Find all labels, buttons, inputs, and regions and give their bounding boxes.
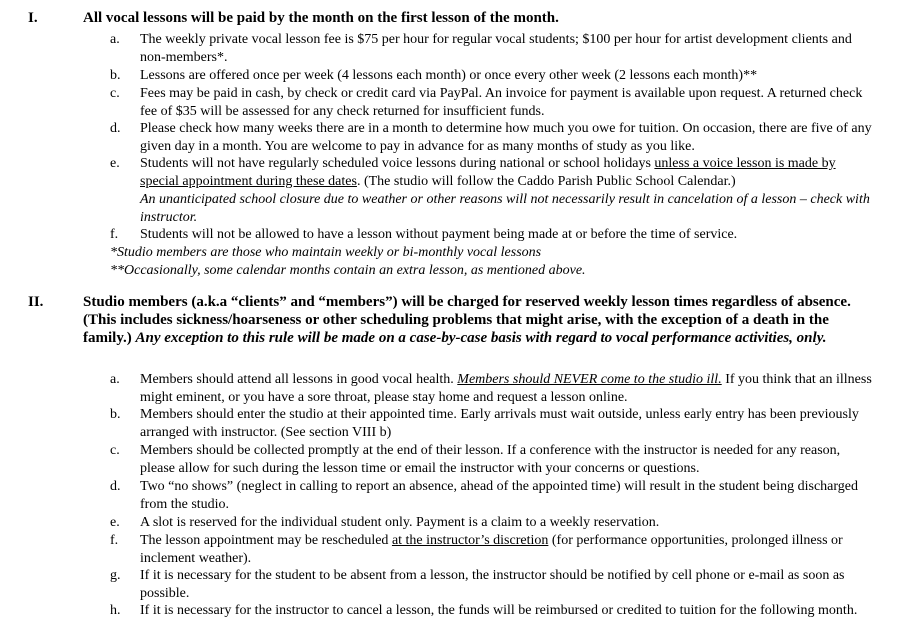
item-label: a.	[110, 372, 120, 387]
underlined-text: at the instructor’s discretion	[391, 533, 549, 548]
item-label: a.	[110, 32, 120, 47]
item-text: Members should enter the studio at their appointed time. Early arrivals must wait outside, unless early entry has been previously arranged with instructor. (See section VIII b)	[140, 407, 859, 440]
item-text: If it is necessary for the instructor to cancel a lesson, the funds will be reimbursed or credited to tuition for the following month.	[140, 603, 858, 618]
item-label: d.	[110, 121, 121, 136]
item-label: e.	[110, 156, 120, 171]
underlined-italic-text: Members should NEVER come to the studio ill.	[457, 372, 722, 387]
item-label: c.	[110, 443, 120, 458]
item-text: Lessons are offered once per week (4 lessons each month) or once every other week (2 lessons each month)**	[140, 68, 758, 83]
underlined-text: unless a voice lesson is made by special appointment during these dates	[140, 156, 836, 189]
heading-bold-italic-text: Any exception to this rule will be made on a case-by-case basis with regard to vocal performance activities, only.	[135, 330, 827, 346]
item-label: b.	[110, 68, 121, 83]
item-label: d.	[110, 479, 121, 494]
footnote-members: *Studio members are those who maintain weekly or bi-monthly vocal lessons	[110, 245, 542, 260]
item-text-part: Members should attend all lessons in good vocal health.	[140, 372, 458, 387]
item-label: f.	[110, 227, 119, 242]
italic-note: An unanticipated school closure due to weather or other reasons will not necessarily result in cancelation of a lesson – check with instructor.	[140, 192, 870, 225]
heading-bold-text: Studio members (a.k.a “clients” and “members”) will be charged for reserved weekly lesson times regardless of absence. (This includes sickness/hoarseness or other scheduling problems that might arise, with the exception of a death in the family.)	[83, 294, 851, 346]
item-text	[140, 532, 875, 568]
section-2-heading	[83, 293, 863, 347]
item-text: Students will not be allowed to have a lesson without payment being made at or before the time of service.	[140, 227, 738, 242]
item-label: g.	[110, 568, 121, 583]
item-label: f.	[110, 533, 119, 548]
item-label: e.	[110, 515, 120, 530]
item-text-part: . (The studio will follow the Caddo Parish Public School Calendar.)	[356, 174, 736, 189]
item-text: Please check how many weeks there are in a month to determine how much you owe for tuition. On occasion, there are five of any given day in a month. You are welcome to pay in advance for as many months of study as you like.	[140, 121, 872, 154]
item-text-part: If you think that an illness might eminent, or you have a sore throat, please stay home and request a lesson online.	[140, 372, 872, 405]
item-text	[140, 155, 875, 227]
item-text-part: Students will not have regularly scheduled voice lessons during national or school holidays	[140, 156, 655, 171]
item-text: Fees may be paid in cash, by check or credit card via PayPal. An invoice for payment is available upon request. A returned check fee of $35 will be assessed for any check returned for insufficient funds.	[140, 86, 863, 119]
item-label: b.	[110, 407, 121, 422]
item-label: h.	[110, 603, 121, 618]
section-1-heading: All vocal lessons will be paid by the month on the first lesson of the month.	[83, 10, 559, 26]
footnote-extra-lesson: **Occasionally, some calendar months contain an extra lesson, as mentioned above.	[110, 263, 586, 278]
item-text: A slot is reserved for the individual student only. Payment is a claim to a weekly reservation.	[140, 515, 660, 530]
item-text	[140, 371, 875, 407]
item-text-part: The lesson appointment may be rescheduled	[140, 533, 392, 548]
item-text: The weekly private vocal lesson fee is $75 per hour for regular vocal students; $100 per hour for artist development clients and non-members*.	[140, 32, 852, 65]
item-text: Two “no shows” (neglect in calling to report an absence, ahead of the appointed time) will result in the student being discharged from the studio.	[140, 479, 858, 512]
item-text: If it is necessary for the student to be absent from a lesson, the instructor should be notified by cell phone or e-mail as soon as possible.	[140, 568, 845, 601]
section-1-number: I.	[28, 10, 38, 26]
item-text: Members should be collected promptly at the end of their lesson. If a conference with the instructor is needed for any reason, please allow for such during the lesson time or email the instructor with your concerns or questions.	[140, 443, 841, 476]
item-text-part: (for performance opportunities, prolonged illness or inclement weather).	[140, 533, 843, 566]
section-2-number: II.	[28, 294, 44, 310]
item-label: c.	[110, 86, 120, 101]
